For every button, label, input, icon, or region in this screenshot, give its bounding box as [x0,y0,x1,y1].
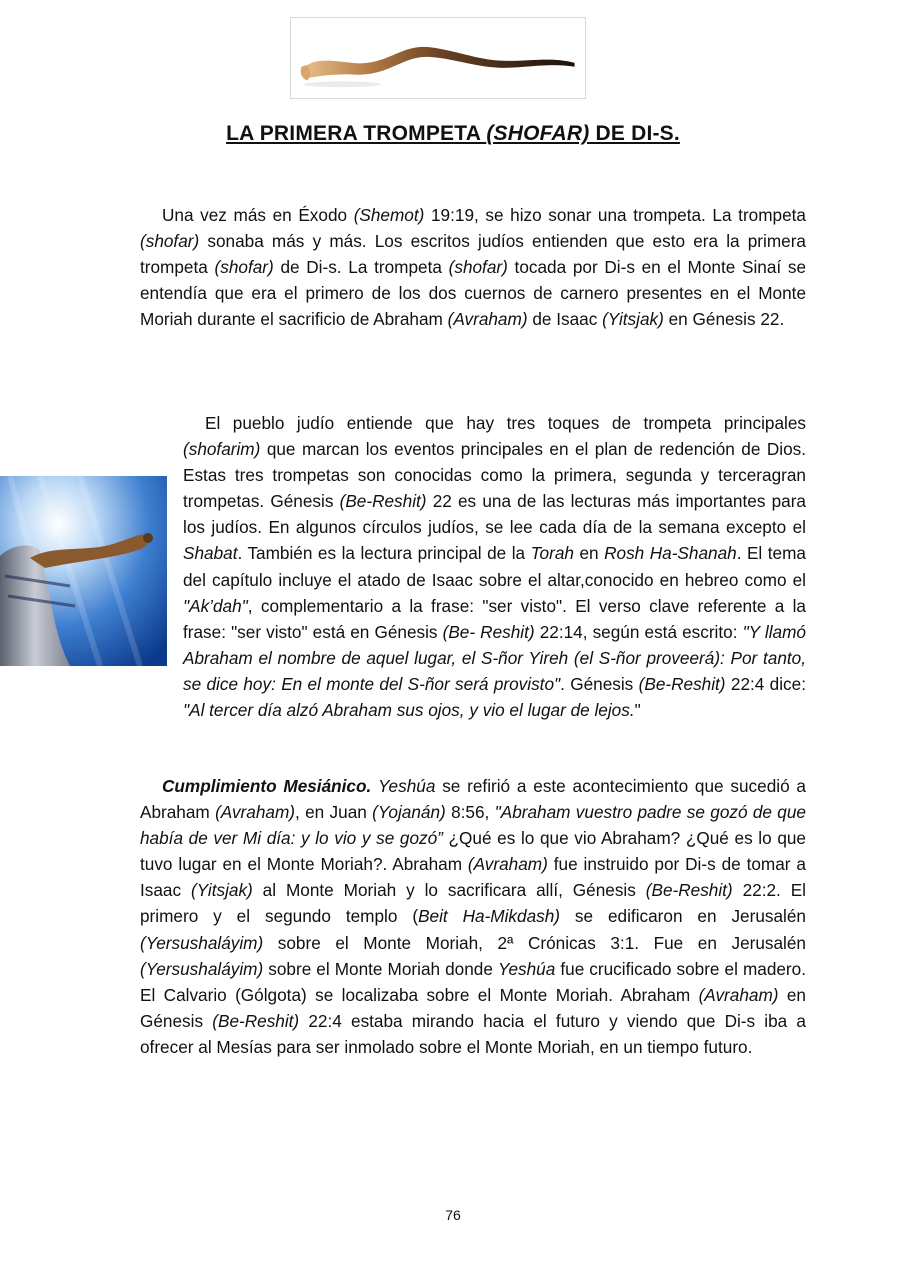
title-text-italic: (SHOFAR) [486,122,590,145]
paragraph-intro: Una vez más en Éxodo (Shemot) 19:19, se hizo sonar una trompeta. La trompeta (shofar) sonaba más y más. Los escritos judíos entienden que esto era la primera trompeta (shofar) de Di-s. La trompeta (shofar) tocada por Di-s en el Monte Sinaí se entendía que era el primero de los dos cuernos de carnero presentes en el Monte Moriah durante el sacrificio de Abraham (Avraham) de Isaac (Yitsjak) en Génesis 22. [140,205,806,330]
page-number: 76 [445,1207,461,1223]
section-heading: Cumplimiento Mesiánico. [162,776,372,796]
paragraph-three-trumpets: El pueblo judío entiende que hay tres toques de trompeta principales (shofarim) que marcan los eventos principales en el plan de redención de Dios. Estas tres trompetas son conocidas como la primera, segunda y terceragran trompetas. Génesis (Be-Reshit) 22 es una de las lecturas más importantes para los judíos. En algunos círculos judíos, se lee cada día de la semana excepto el Shabat. También es la lectura principal de la Torah en Rosh Ha-Shanah. El tema del capítulo incluye el atado de Isaac sobre el altar,conocido en hebreo como el "Ak’dah", complementario a la frase: "ser visto". El verso clave referente a la frase: "ser visto" está en Génesis (Be- Reshit) 22:14, según está escrito: "Y llamó Abraham el nombre de aquel lugar, el S-ñor Yireh (el S-ñor proveerá): Por tanto, se dice hoy: En el monte del S-ñor será provisto". Génesis (Be-Reshit) 22:4 dice: "Al tercer día alzó Abraham sus ojos, y vio el lugar de lejos." [183,413,806,721]
shofar-image [290,17,586,99]
title-text: DE DI-S. [589,122,680,145]
page-title [0,122,906,146]
paragraph-messianic-fulfillment: Cumplimiento Mesiánico. Yeshúa se refirió a este acontecimiento que sucedió a Abraham (Avraham), en Juan (Yojanán) 8:56, "Abraham vuestro padre se gozó de que había de ver Mi día: y lo vio y se gozó” ¿Qué es lo que vio Abraham? ¿Qué es lo que tuvo lugar en el Monte Moriah?. Abraham (Avraham) fue instruido por Di-s de tomar a Isaac (Yitsjak) al Monte Moriah y lo sacrificara allí, Génesis (Be-Reshit) 22:2. El primero y el segundo templo (Beit Ha-Mikdash) se edificaron en Jerusalén (Yersushaláyim) sobre el Monte Moriah, 2ª Crónicas 3:1. Fue en Jerusalén (Yersushaláyim) sobre el Monte Moriah donde Yeshúa fue crucificado sobre el madero. El Calvario (Gólgota) se localizaba sobre el Monte Moriah. Abraham (Avraham) en Génesis (Be-Reshit) 22:4 estaba mirando hacia el futuro y viendo que Di-s iba a ofrecer al Mesías para ser inmolado sobre el Monte Moriah, en un tiempo futuro. [140,776,807,1057]
title-text: LA PRIMERA TROMPETA [226,122,487,145]
shofar-blower-image [0,476,167,666]
